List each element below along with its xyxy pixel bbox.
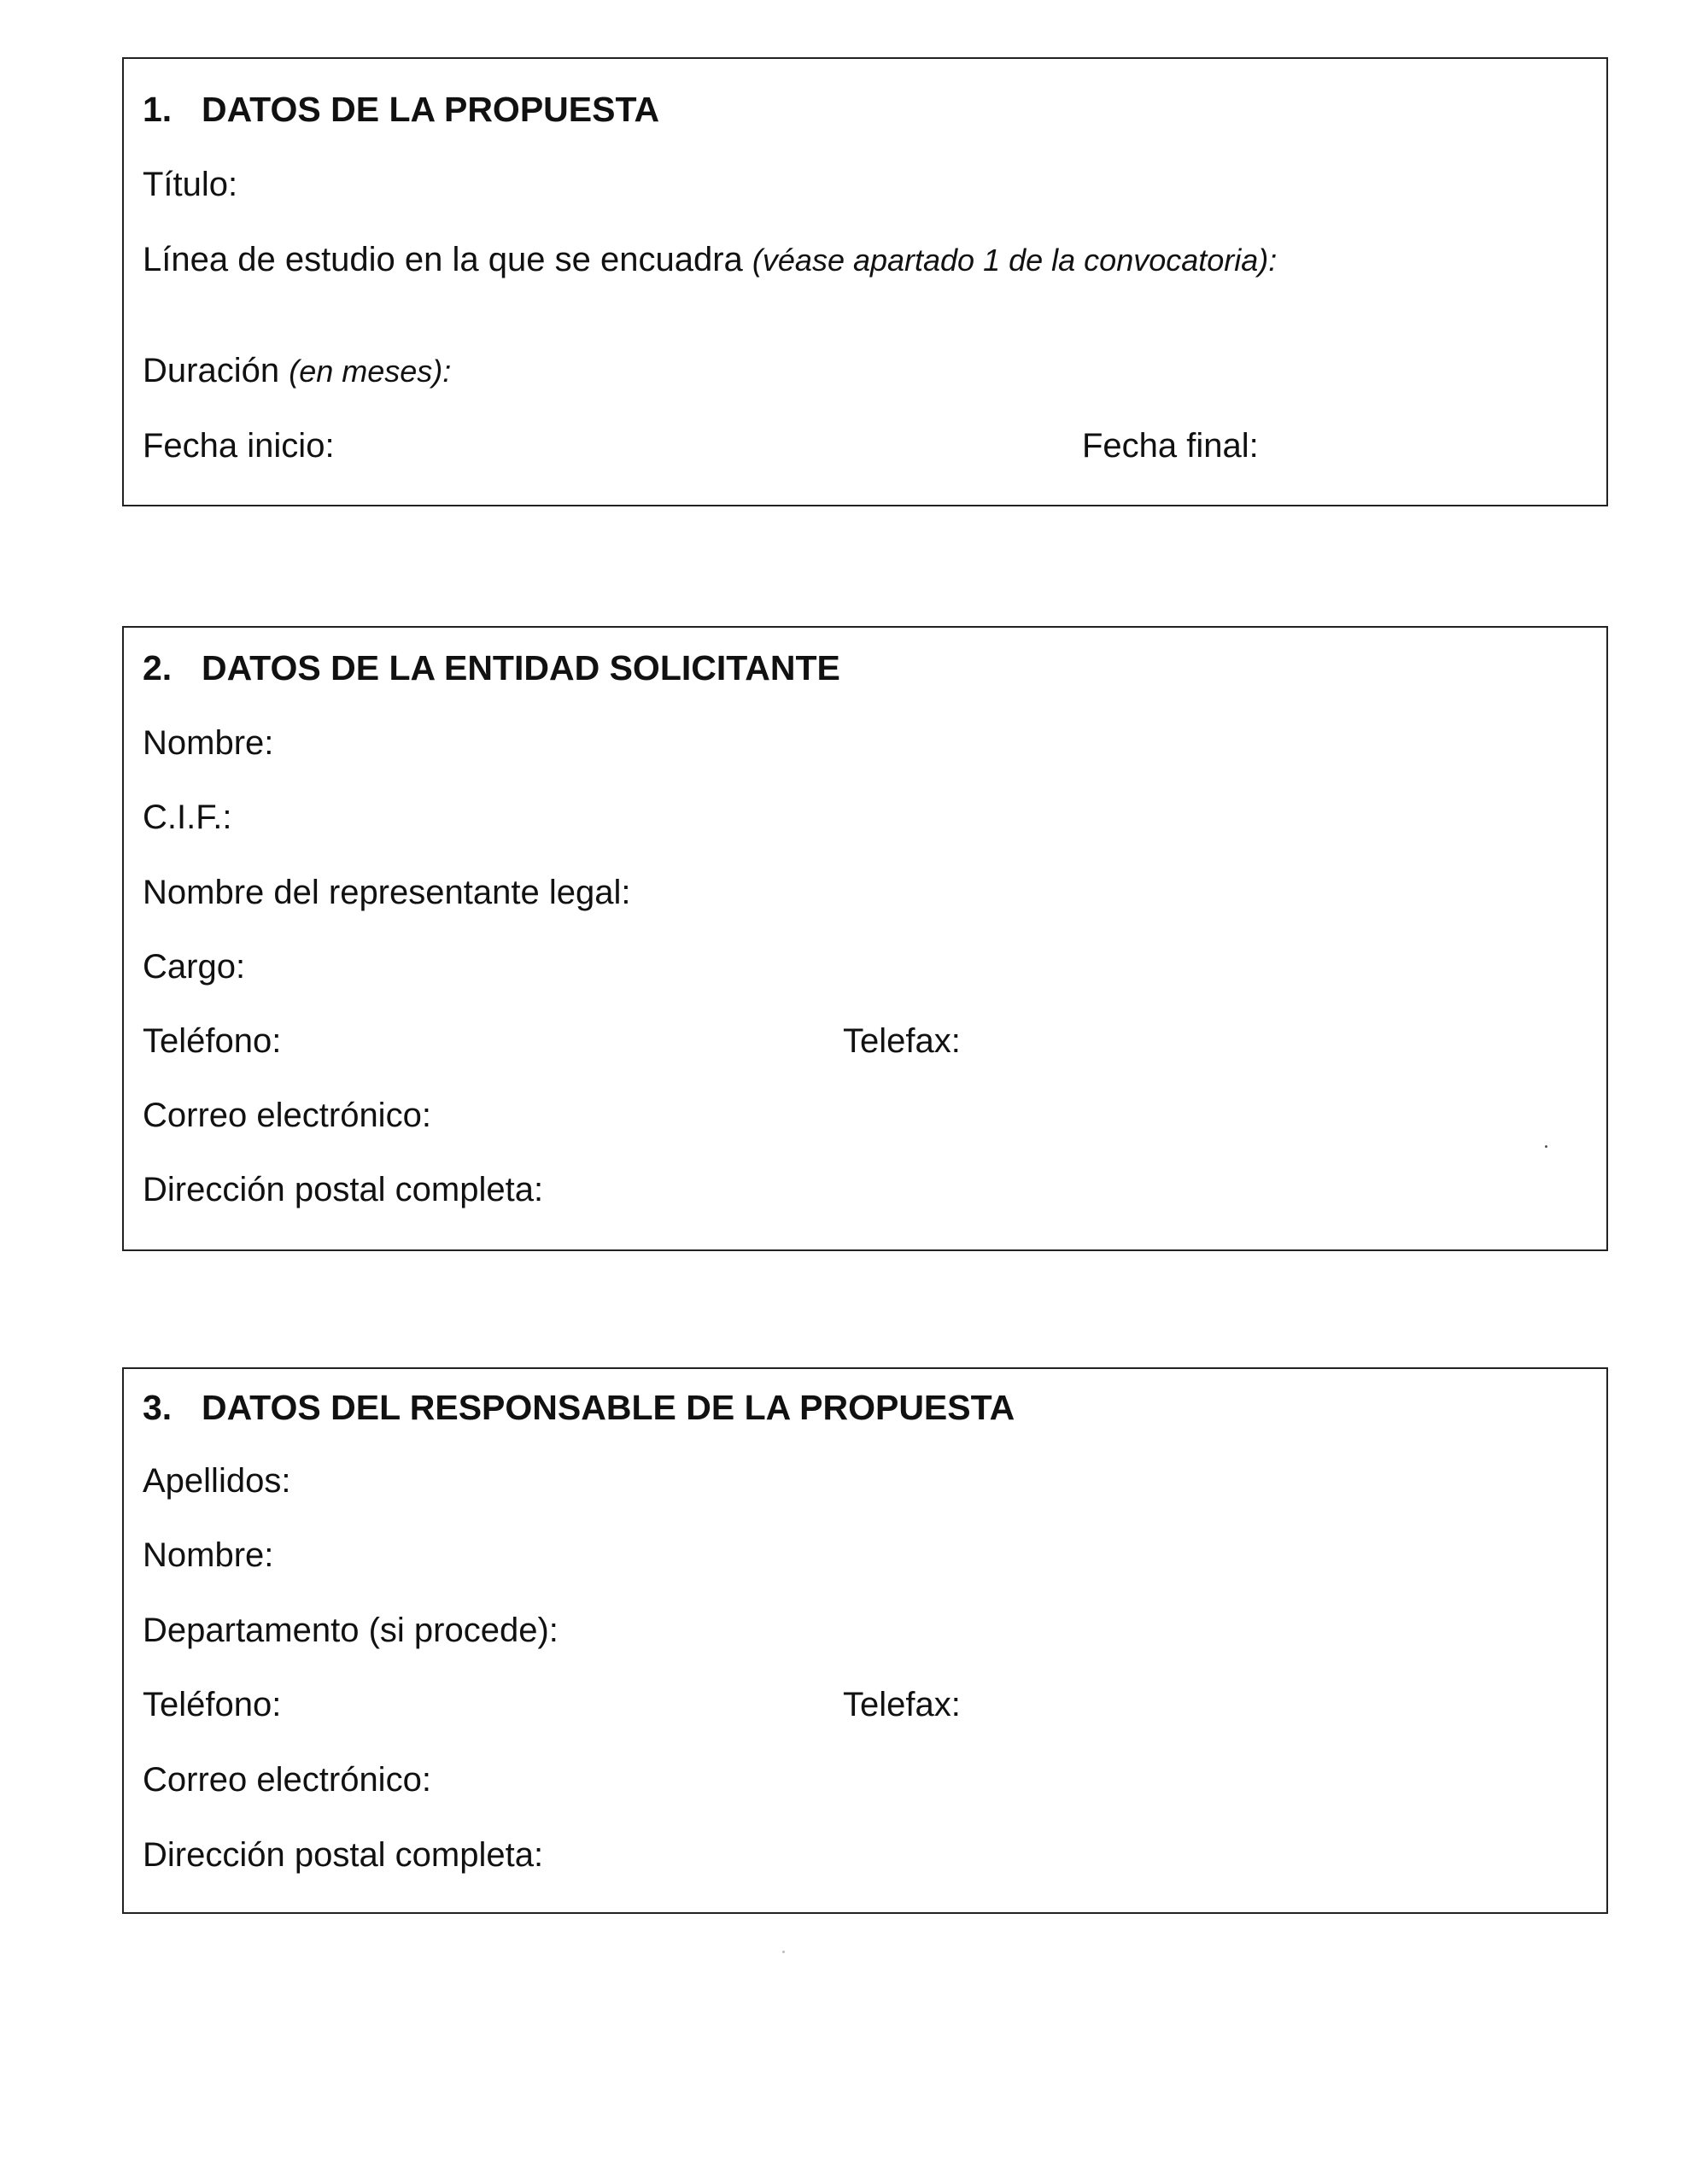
field-fecha-inicio-label: Fecha inicio: [143, 427, 335, 465]
section-title: DATOS DE LA PROPUESTA [202, 90, 660, 129]
field-nombre-label: Nombre: [143, 724, 274, 762]
scan-speck [1545, 1145, 1547, 1148]
section-number: 1. [143, 90, 173, 129]
field-duracion-label: Duración [143, 352, 280, 389]
field-titulo-label: Título: [143, 166, 238, 203]
field-fecha-final-label: Fecha final: [1082, 427, 1259, 465]
section-number: 3. [143, 1388, 173, 1427]
field-direccion-label: Dirección postal completa: [143, 1836, 544, 1874]
field-correo-label: Correo electrónico: [143, 1761, 431, 1799]
field-duracion-note: (en meses): [289, 354, 452, 389]
field-cif-label: C.I.F.: [143, 799, 232, 836]
section-title: DATOS DEL RESPONSABLE DE LA PROPUESTA [202, 1388, 1015, 1427]
field-nombre-label: Nombre: [143, 1536, 274, 1574]
field-telefax-label: Telefax: [843, 1022, 961, 1060]
field-cargo-label: Cargo: [143, 948, 246, 986]
field-departamento-label: Departamento (si procede): [143, 1612, 559, 1649]
section-heading [143, 648, 840, 687]
section-title: DATOS DE LA ENTIDAD SOLICITANTE [202, 648, 840, 687]
field-linea-estudio [143, 240, 1277, 280]
field-linea-label: Línea de estudio en la que se encuadra [143, 241, 743, 278]
field-representante-label: Nombre del representante legal: [143, 874, 631, 911]
field-linea-note: (véase apartado 1 de la convocatoria): [752, 243, 1278, 278]
field-telefax-label: Telefax: [843, 1686, 961, 1723]
section-entidad-solicitante [122, 626, 1608, 1251]
scan-speck [782, 1951, 785, 1953]
section-number: 2. [143, 648, 173, 687]
section-heading [143, 1388, 1015, 1427]
section-heading [143, 90, 659, 129]
field-duracion [143, 351, 451, 391]
field-correo-label: Correo electrónico: [143, 1097, 431, 1134]
section-responsable-propuesta [122, 1367, 1608, 1914]
field-telefono-label: Teléfono: [143, 1686, 282, 1723]
field-direccion-label: Dirección postal completa: [143, 1171, 544, 1208]
section-propuesta [122, 57, 1608, 506]
field-telefono-label: Teléfono: [143, 1022, 282, 1060]
field-apellidos-label: Apellidos: [143, 1462, 291, 1500]
